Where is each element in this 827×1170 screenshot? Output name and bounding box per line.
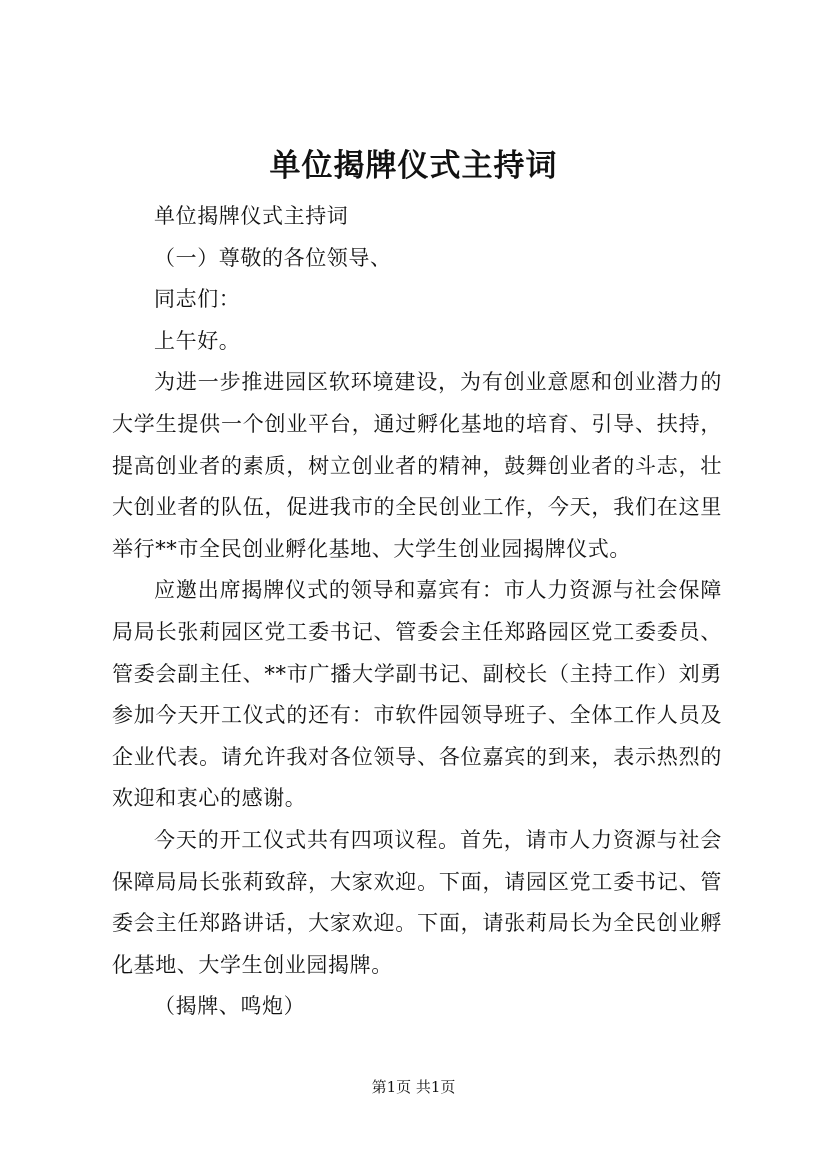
paragraph-heading: 单位揭牌仪式主持词 — [154, 204, 349, 228]
page-number-footer: 第1页 共1页 — [371, 1078, 456, 1096]
paragraph-greeting: 上午好。 — [154, 328, 241, 353]
document-title: 单位揭牌仪式主持词 — [269, 148, 558, 184]
paragraph-salutation-1: （一）尊敬的各位领导、 — [154, 245, 392, 270]
paragraph-purpose: 为进一步推进园区软环境建设，为有创业意愿和创业潜力的大学生提供一个创业平台，通过孵化基地的培育、引导、扶持，提高创业者的素质，树立创业者的精神，鼓舞创业者的斗志，壮大创业者的队伍，促进我市的全民创业工作，今天，我们在这里举行**市全民创业孵化基地、大学生创业园揭牌仪式。 — [112, 370, 722, 561]
document-body — [112, 196, 722, 1028]
paragraph-salutation-2: 同志们： — [154, 287, 241, 312]
paragraph-unveiling: （揭牌、鸣炮） — [154, 994, 306, 1019]
paragraph-guests: 应邀出席揭牌仪式的领导和嘉宾有：市人力资源与社会保障局局长张莉园区党工委书记、管委会主任郑路园区党工委委员、管委会副主任、**市广播大学副书记、副校长（主持工作）刘勇参加今天开工仪式的还有：市软件园领导班子、全体工作人员及企业代表。请允许我对各位领导、各位嘉宾的到来，表示热烈的欢迎和衷心的感谢。 — [112, 578, 722, 811]
paragraph-agenda: 今天的开工仪式共有四项议程。首先，请市人力资源与社会保障局局长张莉致辞，大家欢迎。下面，请园区党工委书记、管委会主任郑路讲话，大家欢迎。下面，请张莉局长为全民创业孵化基地、大学生创业园揭牌。 — [112, 827, 722, 977]
